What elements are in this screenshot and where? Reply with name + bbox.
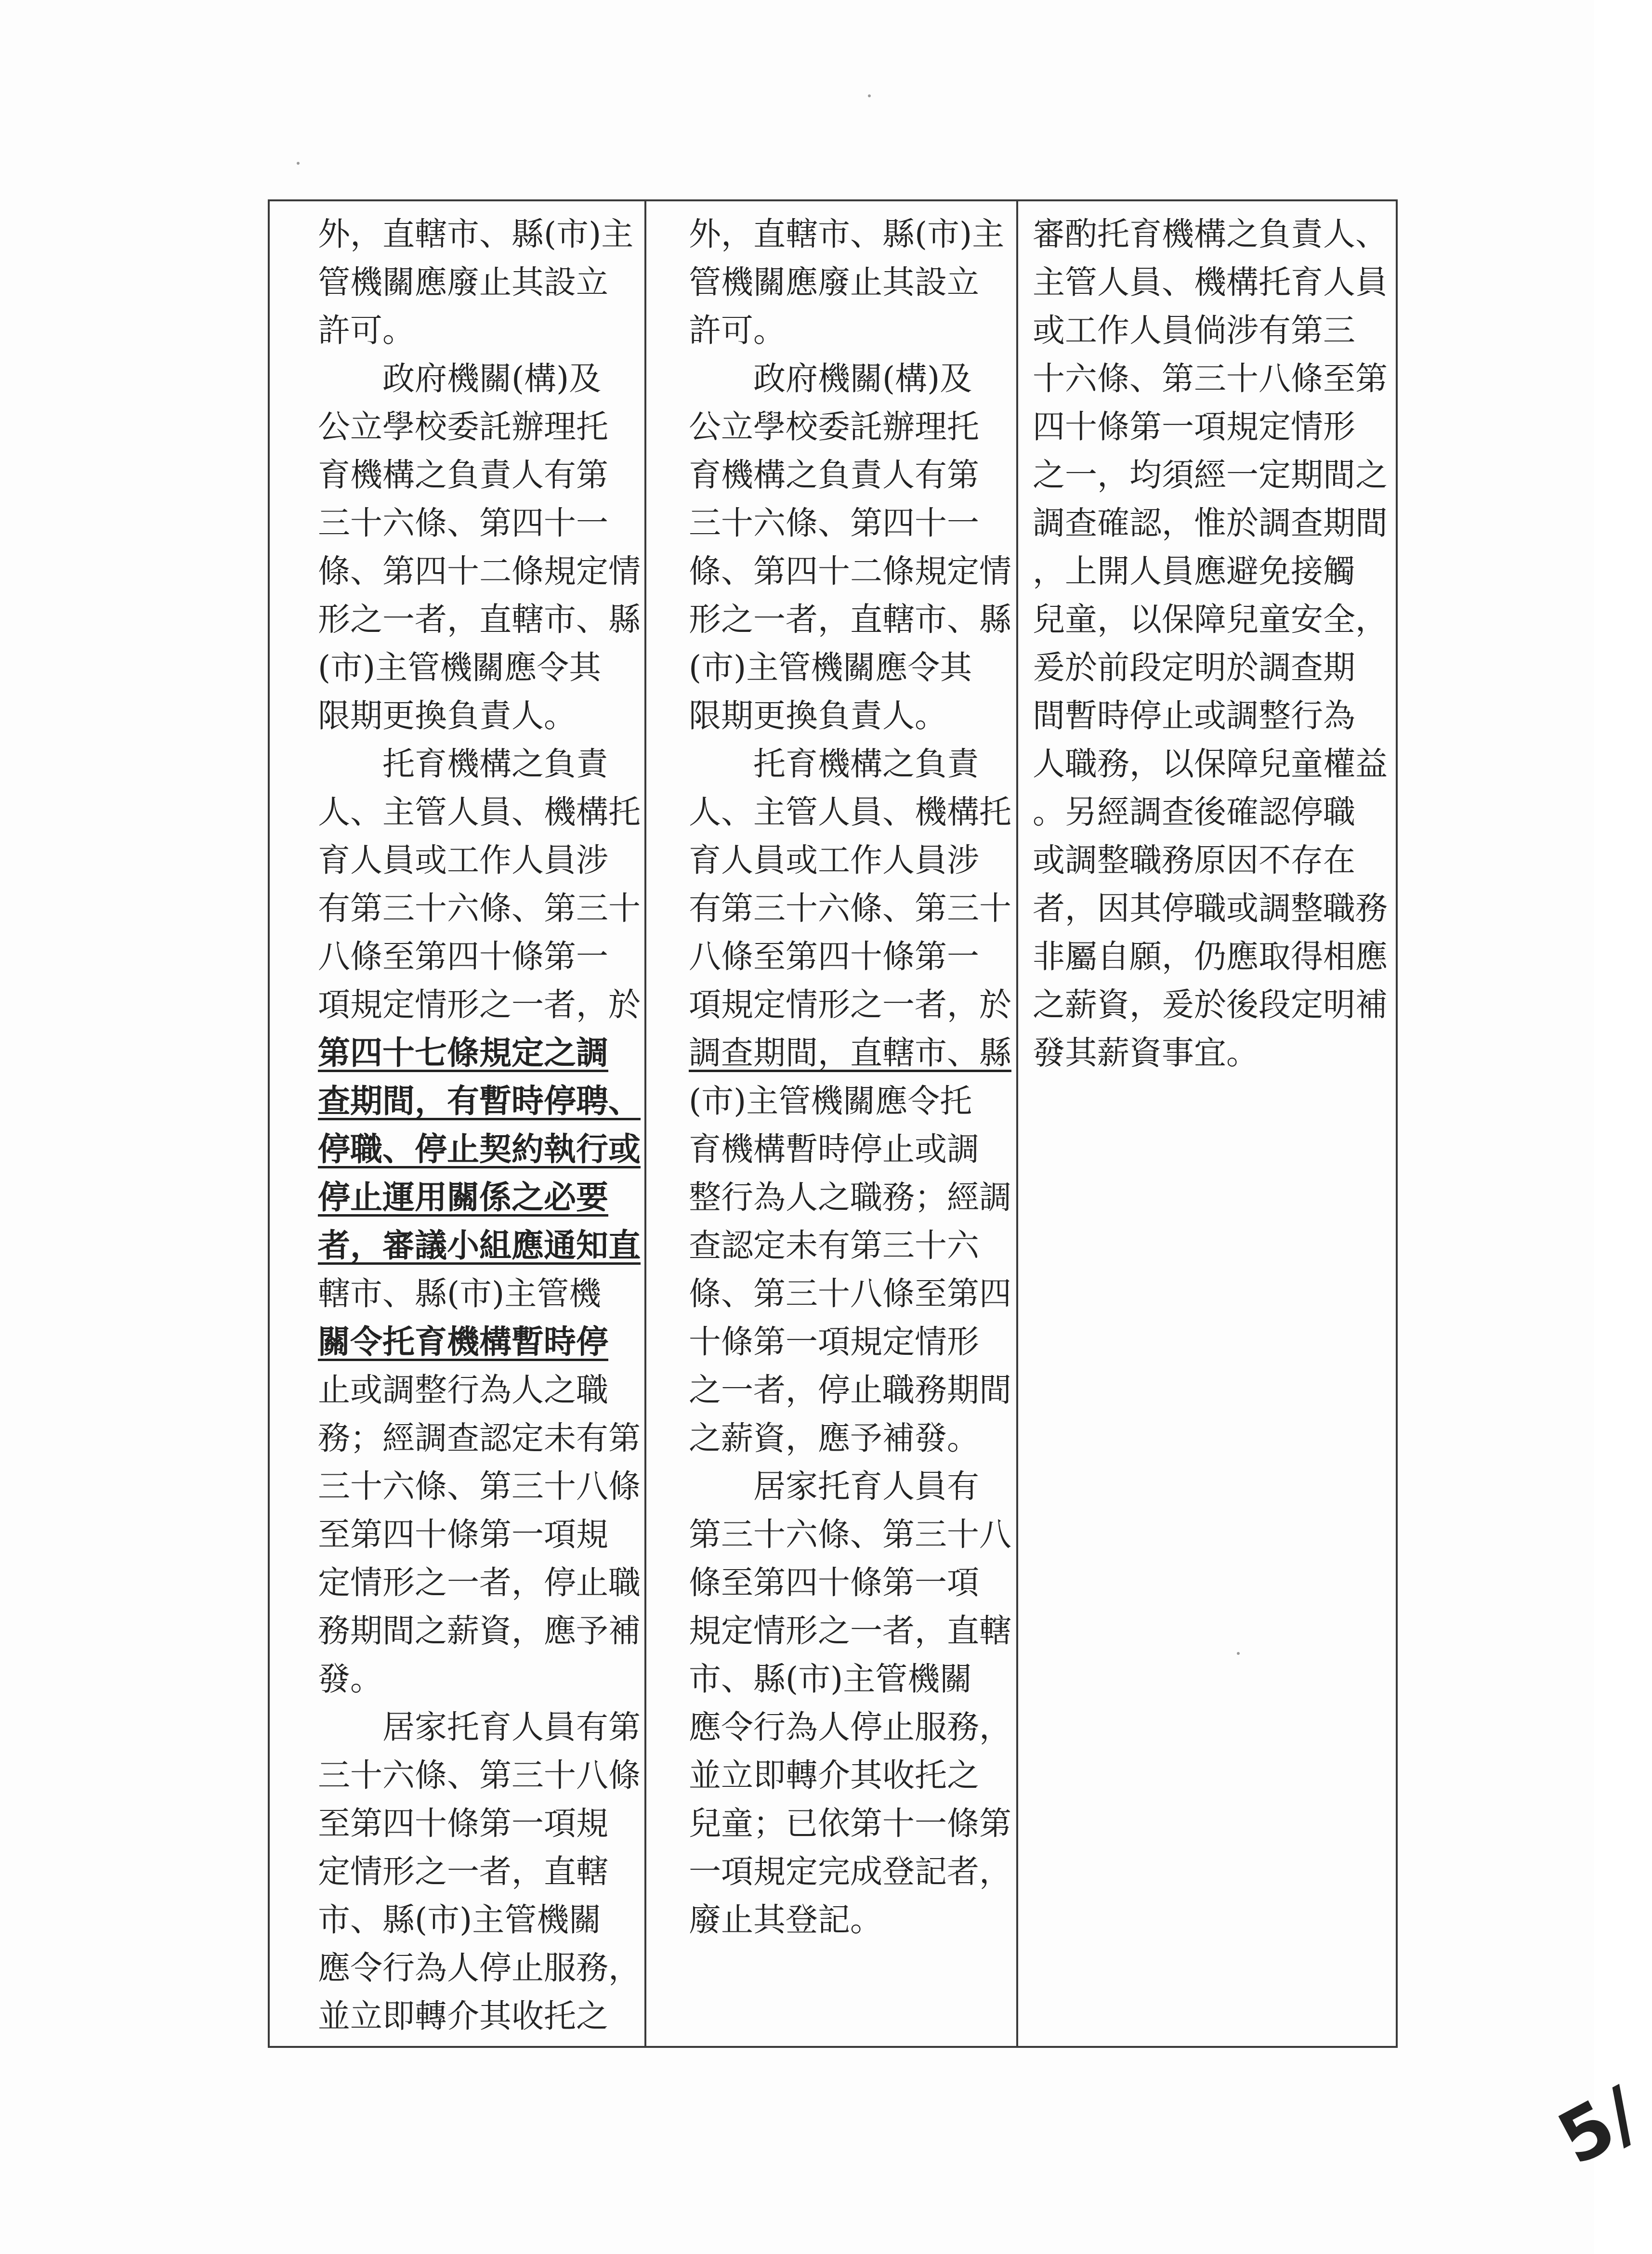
text-line: 廢止其登記。	[689, 1901, 882, 1939]
text-line: (市)主管機關應令其	[689, 649, 972, 686]
text-line: 條、第四十二條規定情	[318, 552, 641, 590]
text-line-amended: 第四十七條規定之調	[318, 1034, 608, 1072]
column-current-text	[645, 200, 1017, 2047]
text-line: 許可。	[318, 312, 415, 349]
text-line-amended: 停止運用關係之必要	[318, 1178, 608, 1216]
text-line: 務；經調查認定未有第	[318, 1419, 641, 1457]
text-line: 八條至第四十條第一	[689, 938, 979, 975]
text-line: (市)主管機關應令其	[318, 649, 602, 686]
text-line: 至第四十條第一項規	[318, 1805, 608, 1842]
text-line: 有第三十六條、第三十	[318, 890, 641, 927]
text-line: 兒童，以保障兒童安全，	[1033, 601, 1388, 638]
text-line: 之薪資，應予補發。	[689, 1419, 979, 1457]
text-line: 許可。	[689, 312, 786, 349]
text-line: 發。	[318, 1660, 382, 1698]
text-line: 育機構之負責人有第	[318, 456, 608, 494]
text-line: 或工作人員倘涉有第三	[1033, 312, 1355, 349]
text-line: (市)主管機關應令托	[689, 1082, 972, 1120]
text-line: 發其薪資事宜。	[1033, 1034, 1259, 1072]
text-line: 人、主管人員、機構托	[689, 793, 1011, 831]
text-line: 主管人員、機構托育人員	[1033, 263, 1388, 301]
text-line: 應令行為人停止服務，	[689, 1708, 1011, 1746]
text-line: 育機構之負責人有第	[689, 456, 979, 494]
text-line: 三十六條、第四十一	[689, 504, 979, 542]
text-line-amended: 關令托育機構暫時停	[318, 1323, 608, 1361]
text-line: 條、第四十二條規定情	[689, 552, 1011, 590]
text-line: 調查確認，惟於調查期間	[1033, 504, 1388, 542]
text-line: 八條至第四十條第一	[318, 938, 608, 975]
text-line: 形之一者，直轄市、縣	[689, 601, 1011, 638]
text-line: 一項規定完成登記者，	[689, 1853, 1011, 1890]
scan-speck	[297, 162, 300, 165]
text-line: 外，直轄市、縣(市)主	[689, 215, 1005, 253]
text-line: 轄市、縣(市)主管機	[318, 1275, 602, 1312]
text-line: 兒童；已依第十一條第	[689, 1805, 1011, 1842]
text-line: 十條第一項規定情形	[689, 1323, 979, 1361]
text-line: 間暫時停止或調整行為	[1033, 697, 1355, 734]
text-line: 政府機關(構)及	[318, 360, 602, 397]
text-line: 止或調整行為人之職	[318, 1371, 608, 1409]
text-line: 托育機構之負責	[318, 745, 608, 783]
text-line-amended: 查期間，有暫時停聘、	[318, 1082, 641, 1120]
text-line: 公立學校委託辦理托	[318, 408, 608, 446]
text-line: 管機關應廢止其設立	[318, 263, 608, 301]
text-line: 人職務，以保障兒童權益	[1033, 745, 1388, 783]
text-line: 條、第三十八條至第四	[689, 1275, 1011, 1312]
text-line: 公立學校委託辦理托	[689, 408, 979, 446]
text-line: 形之一者，直轄市、縣	[318, 601, 641, 638]
text-line: 三十六條、第三十八條	[318, 1468, 641, 1505]
text-line: 有第三十六條、第三十	[689, 890, 1011, 927]
text-line: 托育機構之負責	[689, 745, 979, 783]
text-line: 人、主管人員、機構托	[318, 793, 641, 831]
text-line: 四十條第一項規定情形	[1033, 408, 1355, 446]
column-amended-text	[269, 200, 645, 2047]
text-line: 或調整職務原因不存在	[1033, 841, 1355, 879]
text-line-deleted: 調查期間，直轄市、縣	[689, 1034, 1011, 1072]
text-line: 育機構暫時停止或調	[689, 1130, 979, 1168]
text-line-amended: 者，審議小組應通知直	[318, 1226, 641, 1264]
text-line: 整行為人之職務；經調	[689, 1179, 1011, 1216]
text-line: 育人員或工作人員涉	[689, 841, 979, 879]
text-line: 項規定情形之一者，於	[318, 986, 641, 1023]
text-line: 之一，均須經一定期間之	[1033, 456, 1388, 494]
text-line: 外，直轄市、縣(市)主	[318, 215, 634, 253]
text-line: 並立即轉介其收托之	[689, 1756, 979, 1794]
text-line: ，上開人員應避免接觸	[1033, 552, 1355, 590]
table-row	[269, 200, 1397, 2047]
text-line: 市、縣(市)主管機關	[318, 1901, 602, 1939]
text-line: 至第四十條第一項規	[318, 1516, 608, 1553]
text-line: 第三十六條、第三十八	[689, 1516, 1011, 1553]
text-line: 政府機關(構)及	[689, 360, 972, 397]
text-line: 項規定情形之一者，於	[689, 986, 1011, 1023]
text-line: 定情形之一者，停止職	[318, 1564, 641, 1601]
text-line: 者，因其停職或調整職務	[1033, 890, 1388, 927]
text-line: 之一者，停止職務期間	[689, 1371, 1011, 1409]
text-line: 居家托育人員有第	[318, 1708, 641, 1746]
text-line: 之薪資，爰於後段定明補	[1033, 986, 1388, 1023]
text-line: 三十六條、第四十一	[318, 504, 608, 542]
text-line: 三十六條、第三十八條	[318, 1756, 641, 1794]
text-line: 居家托育人員有	[689, 1468, 979, 1505]
text-line: 並立即轉介其收托之	[318, 1997, 608, 2035]
text-line: 限期更換負責人。	[689, 697, 947, 734]
text-line: 條至第四十條第一項	[689, 1564, 979, 1601]
text-line: 限期更換負責人。	[318, 697, 576, 734]
text-line: 審酌托育機構之負責人、	[1033, 215, 1388, 253]
comparison-table	[268, 199, 1398, 2048]
handwritten-page-mark: 5/	[1545, 2071, 1652, 2182]
text-line-amended: 停職、停止契約執行或	[318, 1130, 641, 1168]
text-line: 非屬自願，仍應取得相應	[1033, 938, 1388, 975]
text-line: 查認定未有第三十六	[689, 1227, 979, 1264]
text-line: 市、縣(市)主管機關	[689, 1660, 972, 1698]
column-explanation	[1017, 200, 1397, 2047]
text-line: 務期間之薪資，應予補	[318, 1612, 641, 1650]
text-line: 管機關應廢止其設立	[689, 263, 979, 301]
text-line: 育人員或工作人員涉	[318, 841, 608, 879]
text-line: 爰於前段定明於調查期	[1033, 649, 1355, 686]
text-line: 十六條、第三十八條至第	[1033, 360, 1388, 397]
text-line: 定情形之一者，直轄	[318, 1853, 608, 1890]
text-line: 規定情形之一者，直轄	[689, 1612, 1011, 1650]
text-line: 應令行為人停止服務，	[318, 1949, 641, 1987]
scan-speck	[868, 94, 871, 97]
text-line: 。另經調查後確認停職	[1033, 793, 1355, 831]
